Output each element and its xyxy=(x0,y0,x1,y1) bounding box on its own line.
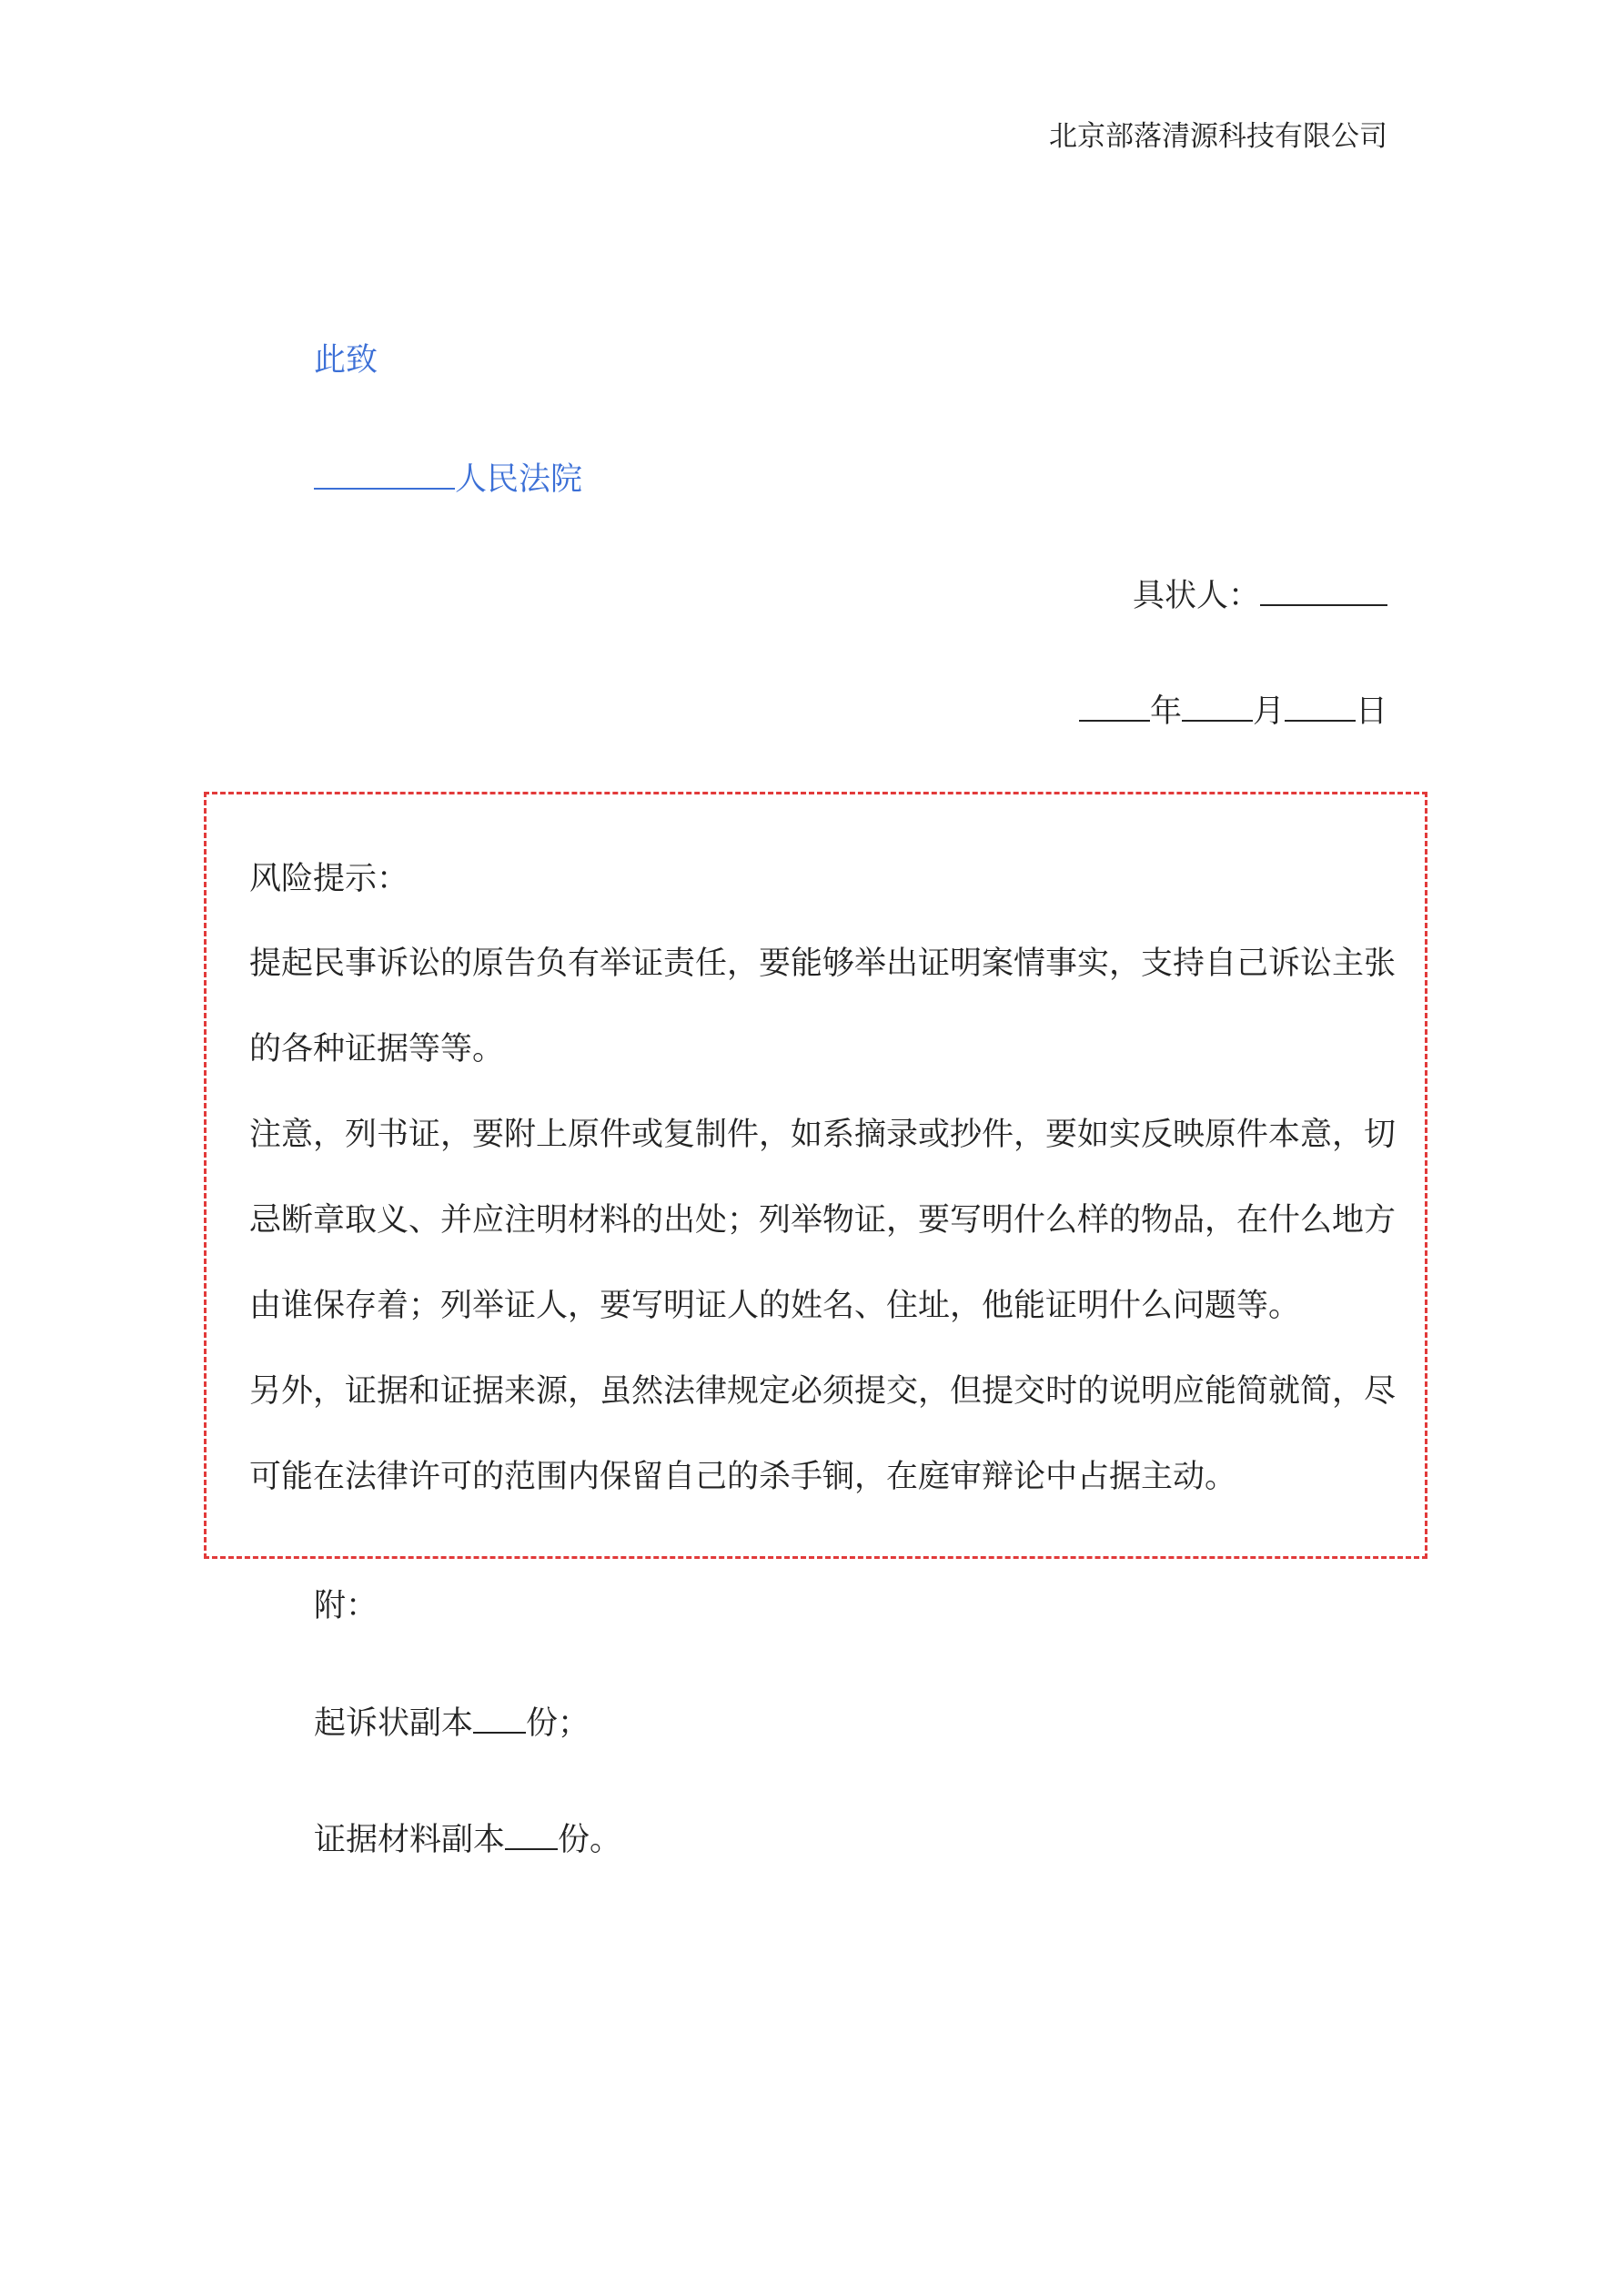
court-name-blank[interactable] xyxy=(314,457,455,490)
court-suffix: 人民法院 xyxy=(455,461,583,498)
petitioner-line xyxy=(1133,573,1387,617)
date-line xyxy=(1079,689,1387,733)
risk-notice-box xyxy=(204,792,1427,1559)
attachment-item-prefix: 起诉状副本 xyxy=(314,1705,474,1742)
attachment-item-suffix: 份。 xyxy=(558,1822,622,1858)
attachment-item xyxy=(314,1701,590,1745)
attachment-item-prefix: 证据材料副本 xyxy=(314,1822,506,1858)
risk-notice-line: 由谁保存着；列举证人，要写明证人的姓名、住址，他能证明什么问题等。 xyxy=(249,1288,1301,1324)
attachment-item-suffix: 份； xyxy=(526,1705,590,1742)
risk-notice-line: 可能在法律许可的范围内保留自己的杀手锏，在庭审辩论中占据主动。 xyxy=(249,1459,1237,1495)
risk-notice-line: 忌断章取义、并应注明材料的出处；列举物证，要写明什么样的物品，在什么地方 xyxy=(249,1202,1397,1239)
risk-notice-line: 另外，证据和证据来源，虽然法律规定必须提交，但提交时的说明应能简就简，尽 xyxy=(249,1373,1397,1410)
risk-notice-line: 的各种证据等等。 xyxy=(249,1031,505,1067)
salutation-to: 此致 xyxy=(314,342,378,379)
court-line xyxy=(314,457,582,501)
petitioner-label: 具状人： xyxy=(1132,578,1260,614)
day-label: 日 xyxy=(1355,693,1387,730)
copy-count-blank[interactable] xyxy=(505,1817,558,1850)
risk-notice-line: 注意，列书证，要附上原件或复制件，如系摘录或抄件，要如实反映原件本意，切 xyxy=(249,1117,1397,1153)
attachment-item xyxy=(314,1817,621,1861)
month-blank[interactable] xyxy=(1182,689,1253,722)
risk-notice-line: 提起民事诉讼的原告负有举证责任，要能够举出证明案情事实，支持自己诉讼主张 xyxy=(249,946,1397,982)
day-blank[interactable] xyxy=(1285,689,1356,722)
month-label: 月 xyxy=(1252,693,1285,730)
company-header: 北京部落清源科技有限公司 xyxy=(1049,120,1387,153)
risk-notice-title: 风险提示： xyxy=(249,861,409,897)
copy-count-blank[interactable] xyxy=(473,1701,526,1734)
year-blank[interactable] xyxy=(1079,689,1150,722)
year-label: 年 xyxy=(1149,693,1182,730)
petitioner-blank[interactable] xyxy=(1260,573,1387,606)
attachments-label: 附： xyxy=(314,1588,378,1624)
